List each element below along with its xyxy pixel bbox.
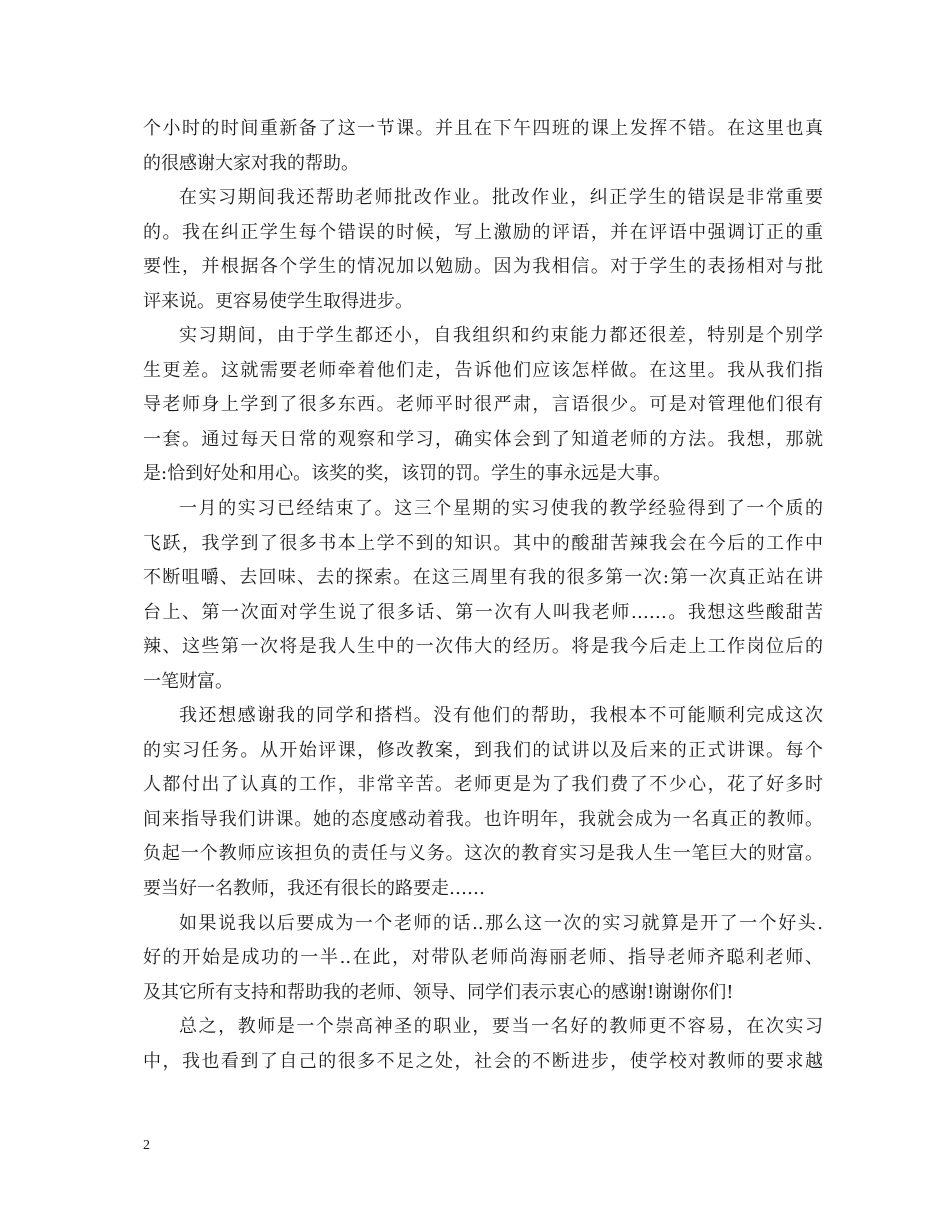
- text-line: 在实习期间我还帮助老师批改作业。批改作业，纠正学生的错误是非常重要: [179, 187, 823, 209]
- text-line: 不断咀嚼、去回味、去的探索。在这三周里有我的很多第一次:第一次真正站在讲: [143, 567, 823, 589]
- text-line: 是:恰到好处和用心。该奖的奖，该罚的罚。学生的事永远是大事。: [143, 463, 672, 485]
- text-line: 的实习任务。从开始评课，修改教案，到我们的试讲以及后来的正式讲课。每个: [143, 739, 823, 761]
- text-line: 间来指导我们讲课。她的态度感动着我。也许明年，我就会成为一名真正的教师。: [143, 808, 823, 830]
- text-line: 人都付出了认真的工作，非常辛苦。老师更是为了我们费了不少心，花了好多时: [143, 774, 823, 796]
- text-line: 生更差。这就需要老师牵着他们走，告诉他们应该怎样做。在这里。我从我们指: [143, 359, 823, 381]
- text-line: 辣、这些第一次将是我人生中的一次伟大的经历。将是我今后走上工作岗位后的: [143, 636, 823, 658]
- text-line: 要当好一名教师，我还有很长的路要走……: [143, 878, 485, 900]
- page-number: 2: [143, 1138, 150, 1153]
- text-line: 评来说。更容易使学生取得进步。: [143, 290, 413, 312]
- document-body: [143, 112, 823, 1079]
- paragraph: [143, 319, 823, 492]
- paragraph: [143, 699, 823, 906]
- text-line: 如果说我以后要成为一个老师的话..那么这一次的实习就算是开了一个好头.: [179, 912, 823, 934]
- text-line: 的很感谢大家对我的帮助。: [143, 152, 359, 174]
- text-line: 要性，并根据各个学生的情况加以勉励。因为我相信。对于学生的表扬相对与批: [143, 256, 823, 278]
- paragraph: [143, 181, 823, 319]
- text-line: 一笔财富。: [143, 670, 233, 692]
- text-line: 个小时的时间重新备了这一节课。并且在下午四班的课上发挥不错。在这里也真: [143, 118, 823, 139]
- text-line: 导老师身上学到了很多东西。老师平时很严肃，言语很少。可是对管理他们很有: [143, 394, 823, 416]
- text-line: 一月的实习已经结束了。这三个星期的实习使我的教学经验得到了一个质的: [179, 498, 823, 520]
- text-line: 总之，教师是一个崇高神圣的职业，要当一名好的教师更不容易，在次实习: [179, 1016, 823, 1038]
- paragraph: [143, 112, 823, 181]
- text-line: 中，我也看到了自己的很多不足之处，社会的不断进步，使学校对教师的要求越: [143, 1050, 823, 1072]
- paragraph: [143, 1010, 823, 1079]
- text-line: 我还想感谢我的同学和搭档。没有他们的帮助，我根本不可能顺利完成这次: [179, 705, 823, 727]
- text-line: 实习期间，由于学生都还小，自我组织和约束能力都还很差，特别是个别学: [179, 325, 823, 347]
- text-line: 台上、第一次面对学生说了很多话、第一次有人叫我老师……。我想这些酸甜苦: [143, 601, 823, 623]
- text-line: 负起一个教师应该担负的责任与义务。这次的教育实习是我人生一笔巨大的财富。: [143, 843, 823, 865]
- text-line: 飞跃，我学到了很多书本上学不到的知识。其中的酸甜苦辣我会在今后的工作中: [143, 532, 823, 554]
- paragraph: [143, 492, 823, 699]
- text-line: 的。我在纠正学生每个错误的时候，写上激励的评语，并在评语中强调订正的重: [143, 221, 823, 243]
- text-line: 及其它所有支持和帮助我的老师、领导、同学们表示衷心的感谢!谢谢你们!: [143, 981, 734, 1003]
- paragraph: [143, 907, 823, 1011]
- text-line: 好的开始是成功的一半..在此，对带队老师尚海丽老师、指导老师齐聪利老师、: [143, 947, 823, 969]
- text-line: 一套。通过每天日常的观察和学习，确实体会到了知道老师的方法。我想，那就: [143, 428, 823, 450]
